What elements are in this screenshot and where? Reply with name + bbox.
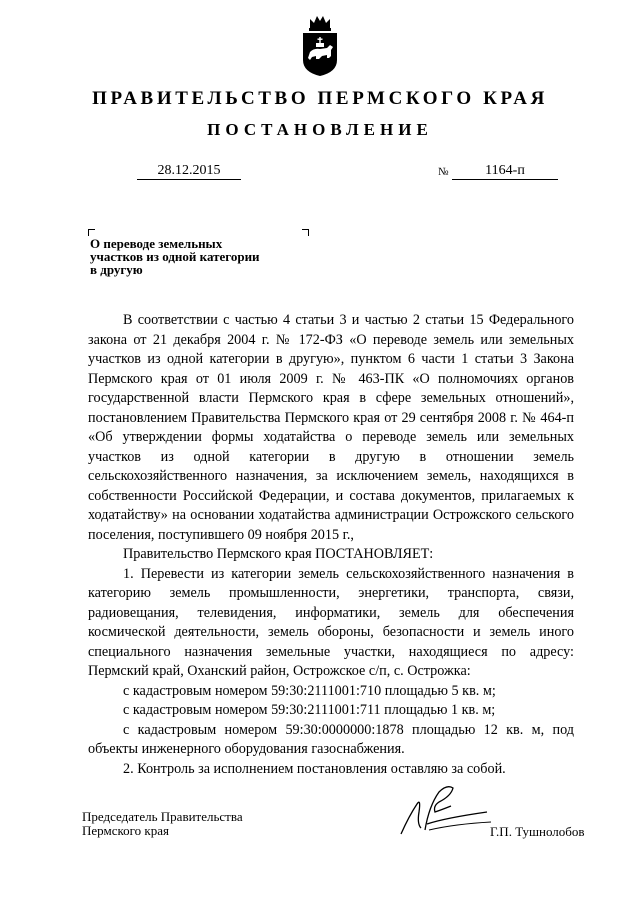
document-number: 1164-п xyxy=(452,162,558,180)
subject-line: О переводе земельных xyxy=(90,236,223,251)
subject-corner-left xyxy=(88,229,95,236)
resolution-paragraph: Правительство Пермского края ПОСТАНОВЛЯЕТ: xyxy=(123,546,434,562)
subject-line: в другую xyxy=(90,262,143,277)
signature-icon xyxy=(395,782,495,840)
document-date: 28.12.2015 xyxy=(137,162,241,180)
organization-title: ПРАВИТЕЛЬСТВО ПЕРМСКОГО КРАЯ xyxy=(92,88,548,109)
signer-title-line: Председатель Правительства xyxy=(82,809,243,824)
document-subject xyxy=(90,237,310,276)
number-sign: № xyxy=(438,166,449,178)
coat-of-arms-icon xyxy=(300,14,340,78)
document-body xyxy=(88,311,574,779)
subject-line: участков из одной категории xyxy=(90,249,260,264)
parcel-item: с кадастровым номером 59:30:2111001:710 площадью 5 кв. м; xyxy=(123,682,496,699)
signer-name: Г.П. Тушнолобов xyxy=(490,824,585,839)
clause-1-paragraph: 1. Перевести из категории земель сельскохозяйственного назначения в категорию земель промышленности, энергетики, транспорта, связи, радиовещания, телевидения, информатики, земель для обеспечения космической деятельности, земель обороны, безопасности и земель иного специального назначения земельные участки, находящиеся по адресу: Пермский край, Оханский район, Острожское с/п, с. Острожка: xyxy=(88,565,574,679)
parcel-item: с кадастровым номером 59:30:2111001:711 площадью 1 кв. м; xyxy=(123,702,496,718)
parcel-item: с кадастровым номером 59:30:0000000:1878 площадью 12 кв. м, под объекты инженерного оборудования газоснабжения. xyxy=(88,721,574,757)
clause-2-paragraph: 2. Контроль за исполнением постановления оставляю за собой. xyxy=(123,760,506,777)
signer-title xyxy=(82,810,243,838)
subject-corner-right xyxy=(302,229,309,236)
preamble-paragraph: В соответствии с частью 4 статьи 3 и частью 2 статьи 15 Федерального закона от 21 декабря 2004 г. № 172-ФЗ «О переводе земель или земельных участков из одной категории в другую», пунктом 6 части 1 статьи 3 Закона Пермского края от 01 июля 2009 г. № 463-ПК «О полномочиях органов государственной власти Пермского края в сфере земельных отношений», постановлением Правительства Пермского края от 29 сентября 2008 г. № 464-п «Об утверждении формы ходатайства о переводе земель или земельных участков из одной категории в другую в отношении земель сельскохозяйственного назначения, за исключением земель, находящихся в собственности Российской Федерации, и состава документов, прилагаемых к ходатайству» на основании ходатайства администрации Острожского сельского поселения, поступившего 09 ноября 2015 г., xyxy=(88,312,574,543)
signer-title-line: Пермского края xyxy=(82,823,169,838)
document-type: ПОСТАНОВЛЕНИЕ xyxy=(207,120,433,139)
